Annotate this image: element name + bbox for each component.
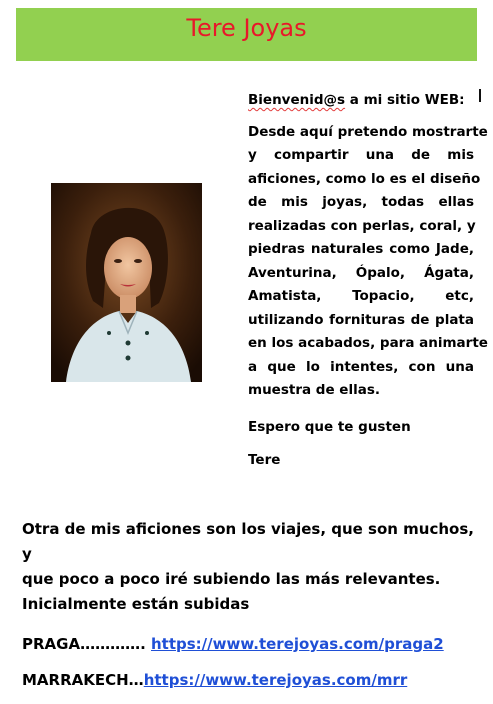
intro-line: a que lo intentes, con una (248, 358, 474, 375)
portrait-image (51, 183, 202, 382)
welcome-word: Bienvenid@s (248, 92, 346, 108)
welcome-rest: a mi sitio WEB: (345, 92, 465, 108)
site-title: Tere Joyas (186, 13, 307, 42)
intro-paragraph (248, 121, 488, 403)
travel-line: que poco a poco iré subiendo las más relevantes. (22, 570, 441, 588)
intro-line: muestra de ellas. (248, 382, 380, 398)
intro-line: Aventurina, Ópalo, Ágata, (248, 264, 474, 281)
intro-line: aficiones, como lo es el diseño (248, 170, 481, 187)
intro-line: Desde aquí pretendo mostrarte (248, 123, 488, 140)
travel-links (22, 632, 478, 693)
link-row-praga (22, 632, 478, 657)
link-row-marrakech (22, 668, 478, 693)
site-header-banner (16, 8, 477, 61)
travel-section (22, 517, 478, 704)
praga-link[interactable]: https://www.terejoyas.com/praga2 (151, 635, 444, 653)
intro-line: Amatista, Topacio, etc, (248, 288, 474, 304)
travel-line: Otra de mis aficiones son los viajes, que son muchos, y (22, 520, 474, 563)
intro-line: en los acabados, para animarte (248, 335, 488, 351)
marrakech-link[interactable]: https://www.terejoyas.com/mrr (143, 671, 408, 689)
intro-line: realizadas con perlas, coral, y (248, 217, 476, 234)
travel-intro (22, 517, 478, 617)
link-label-marrakech: MARRAKECH… (22, 671, 144, 689)
travel-line: Inicialmente están subidas (22, 595, 250, 613)
welcome-line (248, 89, 474, 113)
intro-line: piedras naturales como Jade, (248, 241, 474, 257)
link-label-praga: PRAGA…………. (22, 635, 151, 653)
intro-line: de mis joyas, todas ellas (248, 194, 474, 210)
signature: Tere (248, 452, 281, 468)
portrait-painting (51, 183, 202, 382)
intro-line: y compartir una de mis (248, 147, 474, 163)
intro-section (248, 89, 488, 473)
intro-line: utilizando fornituras de plata (248, 311, 474, 328)
text-cursor (479, 89, 481, 102)
closing-line: Espero que te gusten (248, 418, 411, 435)
